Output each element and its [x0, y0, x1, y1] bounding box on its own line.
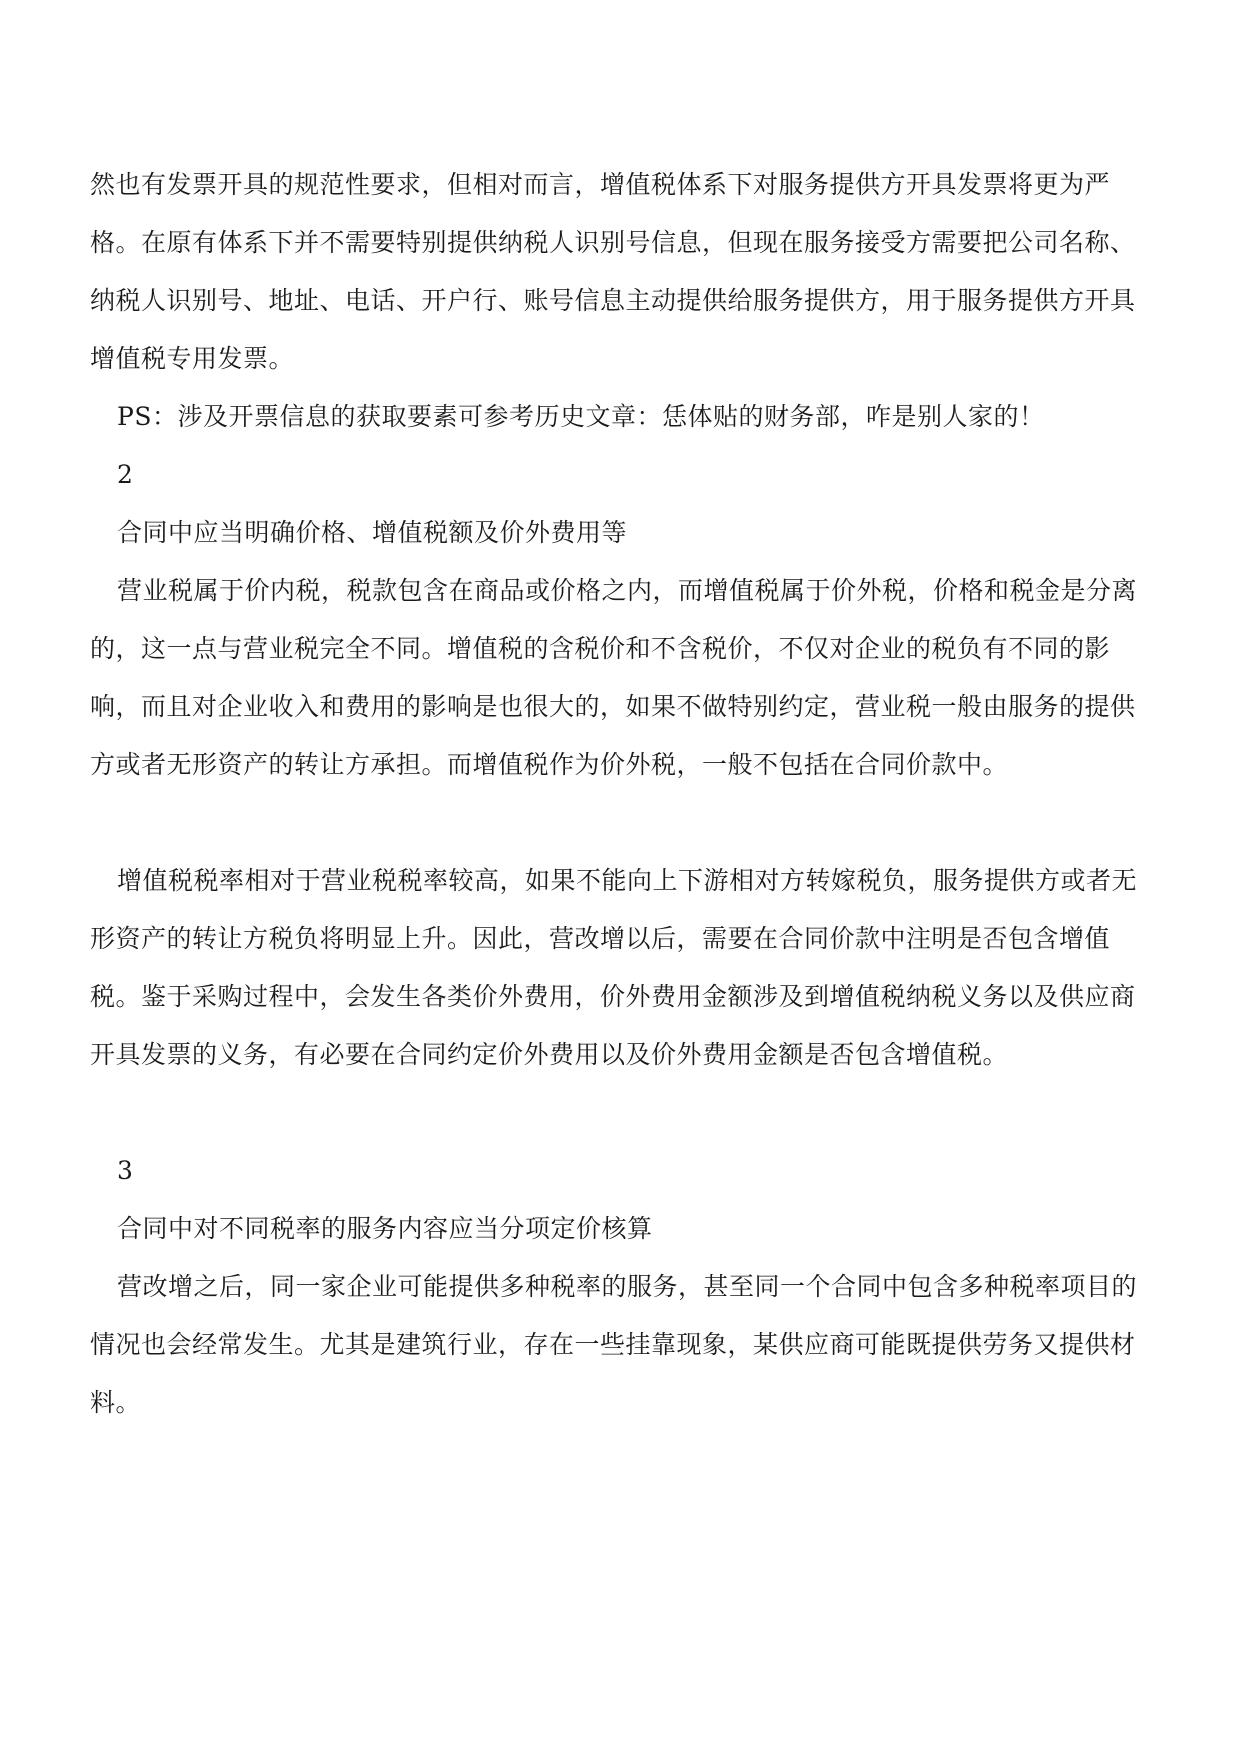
paragraph-ps-note: PS：涉及开票信息的获取要素可参考历史文章：恁体贴的财务部，咋是别人家的！ [117, 402, 1045, 431]
paragraph-multiple-rates: 营改增之后，同一家企业可能提供多种税率的服务，甚至同一个合同中包含多种税率项目的情况也会经常发生。尤其是建筑行业，存在一些挂靠现象，某供应商可能既提供劳务又提供材料。 [90, 1272, 1138, 1417]
paragraph-vat-rate: 增值税税率相对于营业税税率较高，如果不能向上下游相对方转嫁税负，服务提供方或者无形资产的转让方税负将明显上升。因此，营改增以后，需要在合同价款中注明是否包含增值税。鉴于采购过程中，会发生各类价外费用，价外费用金额涉及到增值税纳税义务以及供应商开具发票的义务，有必要在合同约定价外费用以及价外费用金额是否包含增值税。 [90, 866, 1138, 1069]
section-heading-3: 合同中对不同税率的服务内容应当分项定价核算 [117, 1214, 653, 1243]
section-heading-2: 合同中应当明确价格、增值税额及价外费用等 [117, 518, 628, 547]
section-number-3: 3 [117, 1156, 134, 1185]
paragraph-invoice-requirements: 然也有发票开具的规范性要求，但相对而言，增值税体系下对服务提供方开具发票将更为严格。在原有体系下并不需要特别提供纳税人识别号信息，但现在服务接受方需要把公司名称、纳税人识别号、地址、电话、开户行、账号信息主动提供给服务提供方，用于服务提供方开具增值税专用发票。 [90, 170, 1136, 373]
section-number-2: 2 [117, 460, 134, 489]
paragraph-business-tax-vs-vat: 营业税属于价内税，税款包含在商品或价格之内，而增值税属于价外税，价格和税金是分离的，这一点与营业税完全不同。增值税的含税价和不含税价，不仅对企业的税负有不同的影响，而且对企业收入和费用的影响是也很大的，如果不做特别约定，营业税一般由服务的提供方或者无形资产的转让方承担。而增值税作为价外税，一般不包括在合同价款中。 [90, 576, 1138, 779]
